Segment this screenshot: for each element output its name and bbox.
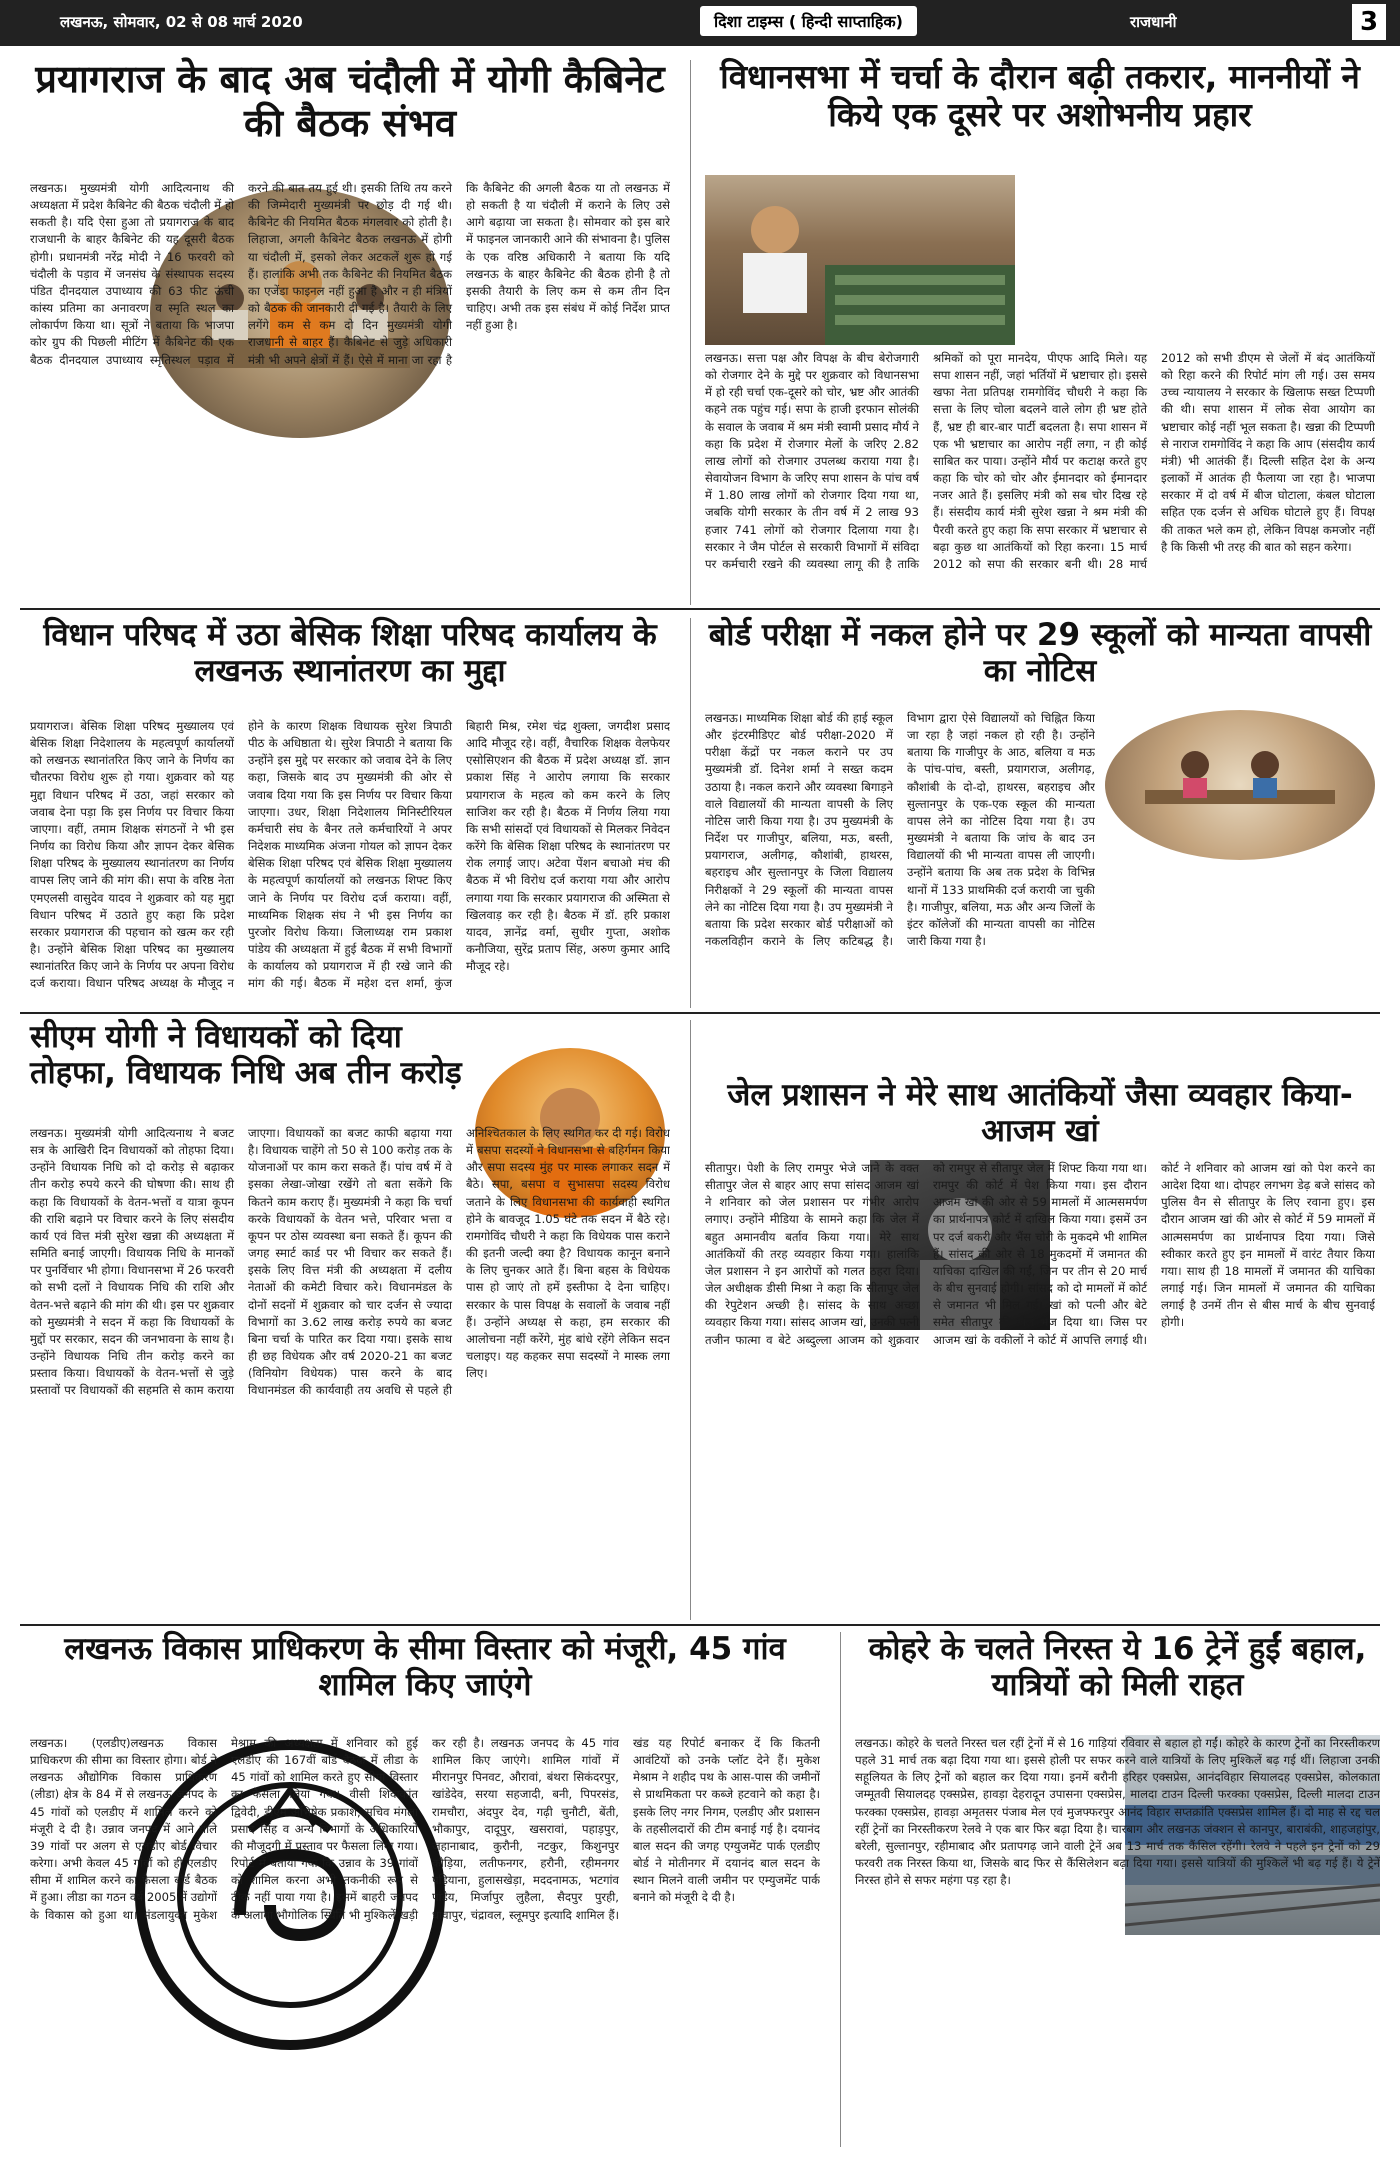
chandauli-text: लखनऊ। मुख्यमंत्री योगी आदित्यनाथ की अध्यक्षता में प्रदेश कैबिनेट की बैठक चंदौली में हो सकती है। यदि ऐसा हुआ तो प्रयागराज के बाद राजधानी के बाहर कैबिनेट की यह दूसरी बैठक होगी। प्रधानमंत्री नरेंद्र मोदी ने 16 फरवरी को चंदौली के पड़ाव में जनसंघ के संस्थापक सदस्य पंडित दीनदयाल उपाध्याय की 63 फीट ऊंची कांस्य प्रतिमा का अनावरण व स्मृति स्थल का लोकार्पण किया था। सूत्रों ने बताया कि भाजपा कोर ग्रुप की पिछली मीटिंग में कैबिनेट की एक बैठक दीनदयाल उपाध्याय स्मृतिस्थल पड़ाव में करने की बात तय हुई थी। इसकी तिथि तय करने की जिम्मेदारी मुख्यमंत्री पर छोड़ दी गई थी। कैबिनेट की नियमित बैठक मंगलवार को होती है। लिहाजा, अगली कैबिनेट बैठक लखनऊ में होगी या चंदौली में, इसको लेकर अटकलें शुरू हो गई हैं। हालांकि अभी तक कैबिनेट की नियमित बैठक का एजेंडा फाइनल नहीं हुआ है और न ही मंत्रियों को बैठक की जानकारी दी गई है। तैयारी के लिए लगेंगे कम से कम दो दिन मुख्यमंत्री योगी राजधानी से बाहर हैं। कैबिनेट से जुड़े अधिकारी मंत्री भी अपने क्षेत्रों में हैं। ऐसे में माना जा रहा है कि कैबिनेट की अगली बैठक या तो लखनऊ में हो सकती है या चंदौली में कराने के लिए उसे आगे बढ़ाया जा सकता है। सोमवार को इस बारे में फाइनल जानकारी आने की संभावना है। पुलिस के एक वरिष्ठ अधिकारी ने बताया कि यदि लखनऊ के बाहर कैबिनेट की बैठक होनी है तो इसकी तैयारी के लिए कम से कम तीन दिन चाहिए। अभी तक इस संबंध में कोई निर्देश प्राप्त नहीं हुआ है। bbox=[30, 181, 670, 367]
lda-body bbox=[30, 1735, 820, 2145]
trains-text: लखनऊ। कोहरे के चलते निरस्त चल रहीं ट्रेनों में से 16 गाड़ियां रविवार से बहाल हो गईं। कोहरे के कारण ट्रेनों का निरस्तीकरण पहले 31 मार्च तक बढ़ा दिया गया था। इससे होली पर सफर करने वाले यात्रियों के लिए मुश्किलें बढ़ गई थीं। लिहाजा उनकी सहूलियत के लिए ट्रेनों को बहाल कर दिया गया। इनमें बरौनी हरिहर एक्सप्रेस, आनंदविहार सियालदह एक्सप्रेस, कोलकाता जम्मूतवी सियालदह एक्सप्रेस, हावड़ा देहरादून उपासना एक्सप्रेस, मालदा टाउन दिल्ली फरक्का एक्सप्रेस, दिल्ली मालदा टाउन फरक्का एक्सप्रेस, हावड़ा अमृतसर पंजाब मेल एवं मुजफ्फरपुर आनंद विहार सप्तक्रांति एक्सप्रेस शामिल हैं। दो माह से रद्द चल रहीं ट्रेनों का निरस्तीकरण रेलवे ने एक बार फिर बढ़ा दिया है। चारबाग और लखनऊ जंक्शन से कानपुर, बाराबंकी, शाहजहांपुर, बरेली, सुल्तानपुर, रहीमाबाद और प्रतापगढ़ जाने वाली ट्रेनें अब 13 मार्च तक कैंसिल रहेंगी। रेलवे ने पहले इन ट्रेनों को 29 फरवरी तक निरस्त किया था, जिसके बाद फिर से कैंसिलेशन बढ़ा दिया गया। इससे यात्रियों की मुश्किलें भी बढ़ गई हैं। ये ट्रेनें निरस्त होने से सफर महंगा पड़ रहा है। bbox=[855, 1736, 1380, 1888]
chandauli-headline: प्रयागराज के बाद अब चंदौली में योगी कैबिनेट की बैठक संभव bbox=[35, 57, 665, 145]
vidhayak-nidhi-body bbox=[30, 1125, 670, 1615]
masthead bbox=[0, 0, 1400, 46]
vidhayak-nidhi-headline: सीएम योगी ने विधायकों को दिया तोहफा, विधायक निधि अब तीन करोड़ bbox=[30, 1019, 462, 1091]
lda-text: लखनऊ। (एलडीए)लखनऊ विकास प्राधिकरण की सीमा का विस्तार होगा। बोर्ड ने लखनऊ औद्योगिक विकास प्राधिकरण (लीडा) क्षेत्र के 84 में से लखनऊ जनपद के 45 गांवों को एलडीए में शामिल करने को मंजूरी दे दी है। उन्नाव जनपद में आने वाले 39 गांवों पर अलग से एलडीए बोर्ड विचार करेगा। अभी केवल 45 गांवों को ही एलडीए सीमा में शामिल करने का फैसला बोर्ड बैठक में हुआ। लीडा का गठन वर्ष 2005 में उद्योगों के विकास को हुआ था। मंडलायुक्त मुकेश मेश्राम की अध्यक्षता में शनिवार को हुई एलडीए की 167वीं बोर्ड बैठक में लीडा के 45 गांवों को शामिल करते हुए सीमा विस्तार का फैसला लिया गया। वीसी शिवाकांत द्विवेदी, डीएम अभिषेक प्रकाश, सचिव मंगला प्रसाद सिंह व अन्य विभागों के अधिकारियों की मौजूदगी में प्रस्ताव पर फैसला लिया गया। रिपोर्ट में बताया गया कि उन्नाव के 39 गांवों को शामिल करना अभी तकनीकी रूप से ठीक नहीं पाया गया है। इसमें बाहरी जनपद के अलावा भौगोलिक स्थिति भी मुश्किलें खड़ी कर रही है। लखनऊ जनपद के 45 गांव शामिल किए जाएंगे। शामिल गांवों में मीरानपुर पिनवट, औरावां, बंथरा सिकंदरपुर, खांडेदेव, सरया सहजादी, बनी, पिपरसंड, रामचौरा, अंदपुर देव, गढ़ी चुनौटी, बेंती, भौकापुर, दादूपुर, खसरावां, पहाड़पुर, जहानाबाद, कुरौनी, नटकुर, किशुनपुर कौड़िया, लतीफनगर, हरौनी, रहीमनगर पड़ियाना, हुलासखेड़ा, मददनामऊ, भटगांव पांडेय, मिर्जापुर लुहैला, सैदपुर पुरही, धावापुर, चंद्रावल, स्लूमपुर इत्यादि शामिल हैं। खंड यह रिपोर्ट बनाकर दें कि कितनी आवंटियों को उनके प्लॉट देने हैं। मुकेश मेश्राम ने शहीद पथ के आस-पास की जमीनों से प्राथमिकता पर कब्जे हटवाने को कहा है। इसके लिए नगर निगम, एलडीए और प्रशासन के तहसीलदारों की टीम बनाई गई है। दयानंद बाल सदन की जगह एग्युजमेंट पार्क एलडीए बोर्ड ने मोतीनगर में दयानंद बाल सदन के स्थान मिलने वाली जमीन पर एम्युजमेंट पार्क बनाने को मंजूरी दे दी है। bbox=[30, 1736, 820, 1922]
vidhan-parishad-body bbox=[30, 718, 670, 1008]
assembly-photo bbox=[705, 175, 1015, 345]
date-line: लखनऊ, सोमवार, 02 से 08 मार्च 2020 bbox=[60, 13, 303, 31]
vidhansabha-text: लखनऊ। सत्ता पक्ष और विपक्ष के बीच बेरोजगारी को रोजगार देने के मुद्दे पर शुक्रवार को विधानसभा में हो रही चर्चा एक-दूसरे को चोर, भ्रष्ट और आतंकी कहने तक पहुंच गई। सपा के हाजी इरफान सोलंकी के सवाल के जवाब में श्रम मंत्री स्वामी प्रसाद मौर्य ने कहा कि प्रदेश में रोजगार मेलों के जरिए 2.82 लाख लोगों को रोजगार उपलब्ध कराया गया है। सेवायोजन विभाग के जरिए सपा शासन के पांच वर्ष में 1.80 लाख लोगों को रोजगार दिया गया था, जबकि योगी सरकार के तीन वर्ष में 2 लाख 93 हजार 741 लोगों को रोजगार दिलाया गया है। सरकार ने जैम पोर्टल से सरकारी विभागों में संविदा पर कर्मचारी रखने की व्यवस्था लागू की है ताकि श्रमिकों को पूरा मानदेय, पीएफ आदि मिले। यह सपा शासन नहीं, जहां भर्तियों में भ्रष्टाचार हो। इससे खफा नेता प्रतिपक्ष रामगोविंद चौधरी ने कहा कि सत्ता के लिए चोला बदलने वाले लोग ही भ्रष्ट होते हैं, भ्रष्ट ही बार-बार पार्टी बदलता है। सपा शासन में एक भी भ्रष्टाचार का आरोप नहीं लगा, न ही कोई साबित कर पाया। उन्होंने मौर्य पर कटाक्ष करते हुए कहा कि चोर को चोर और ईमानदार को ईमानदार नजर आते हैं। इसलिए मंत्री को सब चोर दिख रहे हैं। संसदीय कार्य मंत्री सुरेश खन्ना ने श्रम मंत्री की पैरवी करते हुए कहा कि सपा सरकार में भ्रष्टाचार से बढ़ा कुछ था आतंकियों को रिहा करना। 15 मार्च 2012 को सपा की सरकार बनी थी। 28 मार्च 2012 को सभी डीएम से जेलों में बंद आतंकियों को रिहा करने की रिपोर्ट मांग ली गई। उस समय उच्च न्यायालय ने सरकार के खिलाफ सख्त टिप्पणी की थी। सपा शासन में लोक सेवा आयोग का भ्रष्टाचार कोई नहीं भूल सकता है। खन्ना की टिप्पणी से नाराज रामगोविंद ने कहा कि आप (संसदीय कार्य मंत्री) भी आतंकी हैं। दिल्ली सहित देश के अन्य इलाकों में आतंक ही फैलाया जा रहा है। भाजपा सरकार में दो वर्ष में बीज घोटाला, कंबल घोटाला सहित एक दर्जन से अधिक घोटाले हुए हैं। विपक्ष की ताकत भले कम हो, लेकिन विपक्ष कमजोर नहीं है कि किसी भी तरह की बात को सहन करेगा। bbox=[705, 351, 1375, 571]
paper-name: दिशा टाइम्स ( हिन्दी साप्ताहिक) bbox=[700, 6, 917, 36]
vidhan-parishad-headline: विधान परिषद में उठा बेसिक शिक्षा परिषद कार्यालय के लखनऊ स्थानांतरण का मुद्दा bbox=[43, 617, 657, 689]
board-exam-body bbox=[705, 710, 1095, 1008]
trains-headline: कोहरे के चलते निरस्त ये 16 ट्रेनें हुईं बहाल, यात्रियों को मिली राहत bbox=[868, 1631, 1367, 1703]
vidhan-parishad-text: प्रयागराज। बेसिक शिक्षा परिषद मुख्यालय एवं बेसिक शिक्षा निदेशालय के महत्वपूर्ण कार्यालयों को लखनऊ स्थानांतरित किए जाने के निर्णय का चौतरफा विरोध शुरू हो गया। शुक्रवार को यह मुद्दा विधान परिषद में उठा, जहां सरकार को जवाब देना पड़ा कि इस निर्णय पर विचार किया जाएगा। वहीं, तमाम शिक्षक संगठनों ने भी इस निर्णय का विरोध किया और ज्ञापन देकर बेसिक शिक्षा परिषद के मुख्यालय स्थानांतरण का निर्णय वापस लिए जाने की मांग की। सपा के वरिष्ठ नेता एमएलसी वासुदेव यादव ने शुक्रवार को यह मुद्दा विधान परिषद में उठाते हुए कहा कि प्रदेश सरकार प्रयागराज की पहचान को खत्म कर रही है। उन्होंने बेसिक शिक्षा परिषद का मुख्यालय स्थानांतरित किए जाने के निर्णय पर अपना विरोध दर्ज कराया। विधान परिषद अध्यक्ष के मौजूद न होने के कारण शिक्षक विधायक सुरेश त्रिपाठी पीठ के अधिष्ठाता थे। सुरेश त्रिपाठी ने बताया कि उन्होंने इस मुद्दे पर सरकार को जवाब देने के लिए कहा, जिसके बाद उप मुख्यमंत्री की ओर से जवाब दिया गया कि इस निर्णय पर विचार किया जाएगा। उधर, शिक्षा निदेशालय मिनिस्टीरियल कर्मचारी संघ के बैनर तले कर्मचारियों ने अपर निदेशक माध्यमिक अंजना गोयल को ज्ञापन देकर बेसिक शिक्षा परिषद एवं बेसिक शिक्षा मुख्यालय के महत्वपूर्ण कार्यालयों को लखनऊ शिफ्ट किए जाने के निर्णय पर विरोध दर्ज कराया। वहीं, माध्यमिक शिक्षक संघ ने भी इस निर्णय का पुरजोर विरोध किया। जिलाध्यक्ष राम प्रकाश पांडेय की अध्यक्षता में हुई बैठक में सभी विभागों के कार्यालय को प्रयागराज में ही रखे जाने की मांग की गई। बैठक में महेश दत्त शर्मा, कुंज बिहारी मिश्र, रमेश चंद्र शुक्ला, जगदीश प्रसाद आदि मौजूद रहे। वहीं, वैचारिक शिक्षक वेलफेयर एसोसिएशन की बैठक में प्रदेश अध्यक्ष डॉ. ज्ञान प्रकाश सिंह ने आरोप लगाया कि सरकार प्रयागराज के महत्व को कम करने के लिए साजिश कर रही है। बैठक में निर्णय लिया गया कि सभी सांसदों एवं विधायकों से मिलकर निवेदन करेंगे कि बेसिक शिक्षा परिषद के स्थानांतरण पर रोक लगाई जाए। अटेवा पेंशन बचाओ मंच की बैठक में भी विरोध दर्ज कराया गया और आरोप लगाया गया कि सरकार प्रयागराज की अस्मिता से खिलवाड़ कर रही है। बैठक में डॉ. हरि प्रकाश यादव, ज्ञानेंद्र वर्मा, सुधीर गुप्ता, अशोक कनौजिया, सुरेंद्र प्रताप सिंह, अरुण कुमार आदि मौजूद रहे। bbox=[30, 719, 670, 991]
vidhansabha-body bbox=[705, 350, 1375, 595]
vidhayak-nidhi-text: लखनऊ। मुख्यमंत्री योगी आदित्यनाथ ने बजट सत्र के आखिरी दिन विधायकों को तोहफा दिया। उन्होंने विधायक निधि को दो करोड़ से बढ़ाकर तीन करोड़ रुपये करने की घोषणा की। साथ ही कहा कि विधायकों के वेतन-भत्तों व यात्रा कूपन की राशि बढ़ाने पर विचार करने के लिए संसदीय कार्य एवं वित्त मंत्री सुरेश खन्ना की अध्यक्षता में समिति बनाई जाएगी। विधायक निधि के मानकों पर पुनर्विचार भी होगा। विधानसभा में 26 फरवरी को सभी दलों ने विधायक निधि की राशि और वेतन-भत्ते बढ़ाने की मांग की थी। इस पर शुक्रवार को मुख्यमंत्री ने सदन में कहा कि विधायकों के मुद्दों पर सरकार, सदन की जनभावना के साथ है। उन्होंने विधायक निधि तीन करोड़ करने का प्रस्ताव किया। विधायकों के वेतन-भत्तों से जुड़े प्रस्तावों पर विधायकों की सहमति से काम कराया जाएगा। विधायकों का बजट काफी बढ़ाया गया है। विधायक चाहेंगे तो 50 से 100 करोड़ तक के योजनाओं पर काम करा सकते हैं। पांच वर्ष में वे इसका लेखा-जोखा रखेंगे तो बता सकेंगे कि कितने काम कराए हैं। मुख्यमंत्री ने कहा कि चर्चा करके विधायकों के वेतन भत्ते, परिवार भत्ता व कूपन पर ठोस व्यवस्था बना सकते हैं। कूपन की जगह स्मार्ट कार्ड पर भी विचार कर सकते हैं। इसके लिए वित्त मंत्री की अध्यक्षता में दलीय नेताओं की कमेटी विचार करे। विधानमंडल के दोनों सदनों में शुक्रवार को चार दर्जन से ज्यादा विभागों का 3.62 लाख करोड़ रुपये का बजट बिना चर्चा के पारित कर दिया गया। इसके साथ ही छह विधेयक और वर्ष 2020-21 का बजट (विनियोग विधेयक) पास करने के बाद विधानमंडल की कार्यवाही तय अवधि से पहले ही अनिश्चितकाल के लिए स्थगित कर दी गई। विरोध में बसपा सदस्यों ने विधानसभा से बहिर्गमन किया और सपा सदस्य मुंह पर मास्क लगाकर सदन में बैठे। सपा, बसपा व सुभासपा सदस्य विरोध जताने के लिए विधानसभा की कार्यवाही स्थगित होने के बावजूद 1.05 घंटे तक सदन में बैठे रहे। रामगोविंद चौधरी ने कहा कि विधेयक पास कराने की इतनी जल्दी क्या है? विधायक कानून बनाने के लिए चुनकर आते हैं। बिना बहस के विधेयक पास हो जाएं तो हमें इस्तीफा दे देना चाहिए। सरकार के पास विपक्ष के सवालों के जवाब नहीं हैं। उन्होंने अध्यक्ष से कहा, हम सरकार की आलोचना नहीं करेंगे, मुंह बांधे रहेंगे लेकिन सदन चलाइए। यह कहकर सपा सदस्यों ने मास्क लगा लिए। bbox=[30, 1126, 670, 1398]
azam-khan-text: सीतापुर। पेशी के लिए रामपुर भेजे जाने के वक्त सीतापुर जेल से बाहर आए सपा सांसद आजम खां ने शनिवार को जेल प्रशासन पर गंभीर आरोप लगाए। उन्होंने मीडिया के सामने कहा कि जेल में बहुत अमानवीय बर्ताव किया गया। मेरे साथ आतंकियों की तरह व्यवहार किया गया। हालांकि जेल प्रशासन ने इन आरोपों को गलत ठहरा दिया। जेल अधीक्षक डीसी मिश्रा ने कहा कि सीतापुर जेल की रेपुटेशन अच्छी है। सांसद के साथ अच्छा व्यवहार किया गया। सांसद आजम खां, उनकी पत्नी तजीन फात्मा व बेटे अब्दुल्ला आजम को शुक्रवार को रामपुर से सीतापुर जेल में शिफ्ट किया गया था। रामपुर की कोर्ट में पेश किया गया। इस दौरान आजम खां की ओर से 59 मामलों में आत्मसमर्पण का प्रार्थनापत्र कोर्ट में दाखिल किया गया। इसमें उन पर दर्ज बकरी और भैंस चोरी के मुकदमे भी शामिल हैं। सांसद की ओर से 18 मुकदमों में जमानत की याचिका दाखिल की गईं, जिन पर तीन से 20 मार्च के बीच सुनवाई होगी। सांसद को दो मामलों में कोर्ट से जमानत भी मिल गई। खां को पत्नी और बेटे समेत सीतापुर की जेल भेज दिया था। जिस पर आजम खां के वकीलों ने कोर्ट में आपत्ति लगाई थी। कोर्ट ने शनिवार को आजम खां को पेश करने का आदेश दिया था। दोपहर लगभग डेढ़ बजे सांसद को पुलिस वैन से सीतापुर के लिए रवाना हुए। इस दौरान आजम खां की ओर से कोर्ट में 59 मामलों में आत्मसमर्पण का प्रार्थनापत्र दिया गया। जिसे स्वीकार करते हुए इन मामलों में वारंट तैयार किया गया। साथ ही 18 मामलों में जमानत की याचिका लगाई गई। जिन मामलों में जमानत की याचिका लगाई है उनमें तीन से बीस मार्च के बीच सुनवाई होगी। bbox=[705, 1161, 1375, 1347]
trains-body bbox=[855, 1735, 1380, 2145]
azam-khan-body bbox=[705, 1160, 1375, 1615]
chandauli-body bbox=[30, 180, 670, 590]
lda-headline: लखनऊ विकास प्राधिकरण के सीमा विस्तार को मंजूरी, 45 गांव शामिल किए जाएंगे bbox=[64, 1631, 786, 1703]
vidhansabha-headline: विधानसभा में चर्चा के दौरान बढ़ी तकरार, माननीयों ने किये एक दूसरे पर अशोभनीय प्रहार bbox=[720, 57, 1360, 134]
board-exam-text: लखनऊ। माध्यमिक शिक्षा बोर्ड की हाई स्कूल और इंटरमीडिएट बोर्ड परीक्षा-2020 में परीक्षा केंद्रों पर नकल कराने पर उप मुख्यमंत्री डॉ. दिनेश शर्मा ने सख्त कदम उठाया है। नकल कराने और व्यवस्था बिगाड़ने वाले विद्यालयों की मान्यता वापसी के लिए नोटिस जारी किया गया है। उप मुख्यमंत्री के निर्देश पर गाजीपुर, बलिया, मऊ, बस्ती, प्रयागराज, अलीगढ़, कौशांबी, हाथरस, बहराइच और सुल्तानपुर के जिला विद्यालय निरीक्षकों ने 29 स्कूलों की मान्यता वापस लेने का नोटिस दिया गया है। उप मुख्यमंत्री ने बताया कि प्रदेश सरकार बोर्ड परीक्षाओं को नकलविहीन कराने के लिए कटिबद्ध है। विभाग द्वारा ऐसे विद्यालयों को चिह्नित किया जा रहा है जहां नकल हो रही है। उन्होंने बताया कि गाजीपुर के आठ, बलिया व मऊ के पांच-पांच, बस्ती, प्रयागराज, अलीगढ़, कौशांबी के दो-दो, हाथरस, बहराइच और सुल्तानपुर के एक-एक स्कूल की मान्यता वापस लेने का नोटिस दिया गया है। उप मुख्यमंत्री ने बताया कि जांच के बाद उन विद्यालयों की भी मान्यता वापस ली जाएगी। उन्होंने बताया कि अब तक प्रदेश के विभिन्न थानों में 133 प्राथमिकी दर्ज करायी जा चुकी है। गाजीपुर, बलिया, मऊ और अन्य जिलों के इंटर कॉलेजों की मान्यता वापसी का नोटिस जारी किया गया है। bbox=[705, 711, 1095, 949]
board-exam-headline: बोर्ड परीक्षा में नकल होने पर 29 स्कूलों को मान्यता वापसी का नोटिस bbox=[708, 617, 1372, 689]
assembly-illustration bbox=[705, 175, 1015, 345]
page-number: 3 bbox=[1352, 4, 1386, 40]
azam-khan-headline: जेल प्रशासन ने मेरे साथ आतंकियों जैसा व्यवहार किया-आजम खां bbox=[727, 1077, 1353, 1149]
exam-illustration bbox=[1105, 710, 1375, 860]
section-name: राजधानी bbox=[1130, 13, 1177, 31]
exam-hall-photo bbox=[1105, 710, 1375, 860]
